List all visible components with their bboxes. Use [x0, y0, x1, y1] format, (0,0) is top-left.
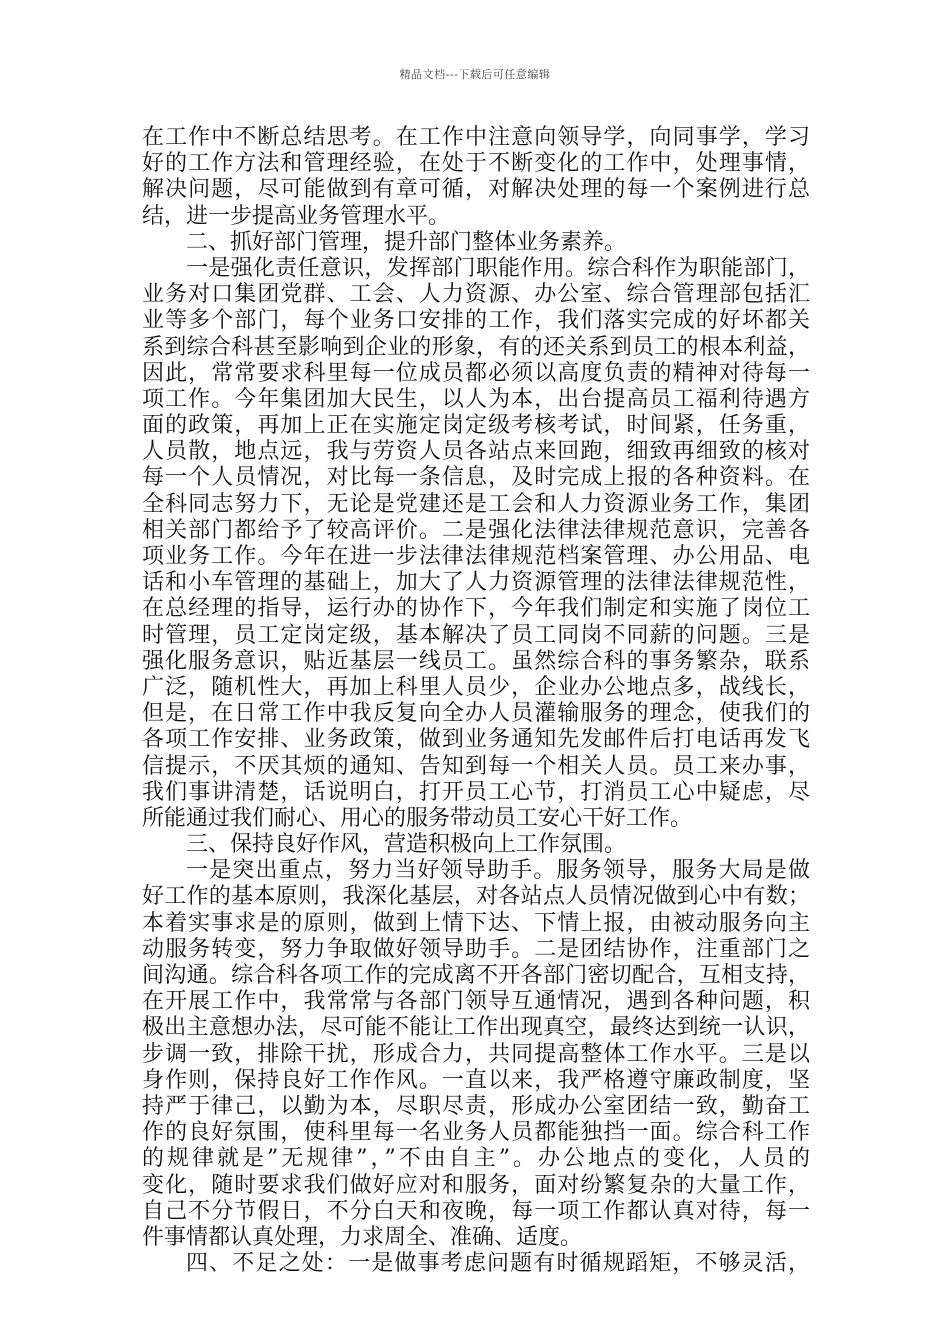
text-line: 身作则，保持良好工作作风。一直以来，我严格遵守廉政制度，坚 [142, 1067, 810, 1093]
text-line: 在开展工作中，我常常与各部门领导互通情况，遇到各种问题，积 [142, 989, 810, 1015]
text-line: 面的政策，再加上正在实施定岗定级考核考试，时间紧，任务重， [142, 413, 810, 439]
text-line: 好的工作方法和管理经验，在处于不断变化的工作中，处理事情， [142, 151, 810, 177]
text-line: 业等多个部门，每个业务口安排的工作，我们落实完成的好坏都关 [142, 308, 810, 334]
text-line: 自己不分节假日，不分白天和夜晚，每一项工作都认真对待，每一 [142, 1198, 810, 1224]
text-line: 项业务工作。今年在进一步法律法律规范档案管理、办公用品、电 [142, 544, 810, 569]
text-line: 解决问题，尽可能做到有章可循，对解决处理的每一个案例进行总 [142, 177, 810, 203]
text-line: 极出主意想办法，尽可能不能让工作出现真空，最终达到统一认识， [142, 1015, 810, 1041]
text-line: 结，进一步提高业务管理水平。 [142, 203, 451, 229]
text-line: 一是强化责任意识，发挥部门职能作用。综合科作为职能部门， [186, 255, 810, 281]
text-line: 在总经理的指导，运行办的协作下，今年我们制定和实施了岗位工 [142, 596, 810, 622]
text-line: 作的良好氛围，使科里每一名业务人员都能独挡一面。综合科工作 [142, 1120, 810, 1146]
text-line: 相关部门都给予了较高评价。二是强化法律法律规范意识，完善各 [142, 517, 810, 543]
text-line: 因此，常常要求科里每一位成员都必须以高度负责的精神对待每一 [142, 360, 810, 386]
text-line: 间沟通。综合科各项工作的完成离不开各部门密切配合，互相支持， [142, 963, 810, 988]
text-line: 信提示，不厌其烦的通知、告知到每一个相关人员。员工来办事， [142, 753, 810, 779]
text-line: 业务对口集团党群、工会、人力资源、办公室、综合管理部包括汇 [142, 282, 810, 308]
text-line: 的规律就是”无规律”，”不由自主”。办公地点的变化，人员的 [142, 1146, 810, 1172]
text-line: 全科同志努力下，无论是党建还是工会和人力资源业务工作，集团 [142, 491, 810, 517]
text-line: 项工作。今年集团加大民生，以人为本，出台提高员工福利待遇方 [142, 386, 810, 412]
text-line: 所能通过我们耐心、用心的服务带动员工安心干好工作。 [142, 805, 693, 831]
text-line: 但是，在日常工作中我反复向全办人员灌输服务的理念，使我们的 [142, 701, 810, 727]
body-text [142, 125, 810, 1277]
text-line: 二、抓好部门管理，提升部门整体业务素养。 [186, 229, 627, 255]
text-line: 动服务转变，努力争取做好领导助手。二是团结协作，注重部门之 [142, 936, 810, 962]
text-line: 每一个人员情况，对比每一条信息，及时完成上报的各种资料。在 [142, 465, 810, 491]
text-line: 好工作的基本原则，我深化基层，对各站点人员情况做到心中有数； [142, 884, 810, 910]
text-line: 在工作中不断总结思考。在工作中注意向领导学，向同事学，学习 [142, 125, 810, 150]
text-line: 我们事讲清楚，话说明白，打开员工心节，打消员工心中疑虑，尽 [142, 779, 810, 805]
text-line: 本着实事求是的原则，做到上情下达、下情上报，由被动服务向主 [142, 910, 810, 936]
text-line: 时管理，员工定岗定级，基本解决了员工同岗不同薪的问题。三是 [142, 622, 810, 648]
text-line: 变化，随时要求我们做好应对和服务，面对纷繁复杂的大量工作， [142, 1172, 810, 1198]
text-line: 步调一致，排除干扰，形成合力，共同提高整体工作水平。三是以 [142, 1041, 810, 1067]
text-line: 三、保持良好作风，营造积极向上工作氛围。 [186, 832, 627, 858]
text-line: 广泛，随机性大，再加上科里人员少，企业办公地点多，战线长， [142, 674, 810, 700]
text-line: 人员散，地点远，我与劳资人员各站点来回跑，细致再细致的核对 [142, 439, 810, 465]
text-line: 四、不足之处：一是做事考虑问题有时循规蹈矩，不够灵活， [186, 1251, 810, 1277]
page-header: 精品文档---下载后可任意编辑 [399, 68, 551, 81]
text-line: 各项工作安排、业务政策，做到业务通知先发邮件后打电话再发飞 [142, 727, 810, 753]
text-line: 一是突出重点，努力当好领导助手。服务领导，服务大局是做 [186, 858, 810, 884]
text-line: 强化服务意识，贴近基层一线员工。虽然综合科的事务繁杂，联系 [142, 648, 810, 674]
text-line: 系到综合科甚至影响到企业的形象，有的还关系到员工的根本利益， [142, 334, 810, 360]
text-line: 话和小车管理的基础上，加大了人力资源管理的法律法律规范性， [142, 570, 810, 596]
text-line: 持严于律己，以勤为本，尽职尽责，形成办公室团结一致，勤奋工 [142, 1093, 810, 1119]
text-line: 件事情都认真处理，力求周全、准确、适度。 [142, 1224, 583, 1250]
